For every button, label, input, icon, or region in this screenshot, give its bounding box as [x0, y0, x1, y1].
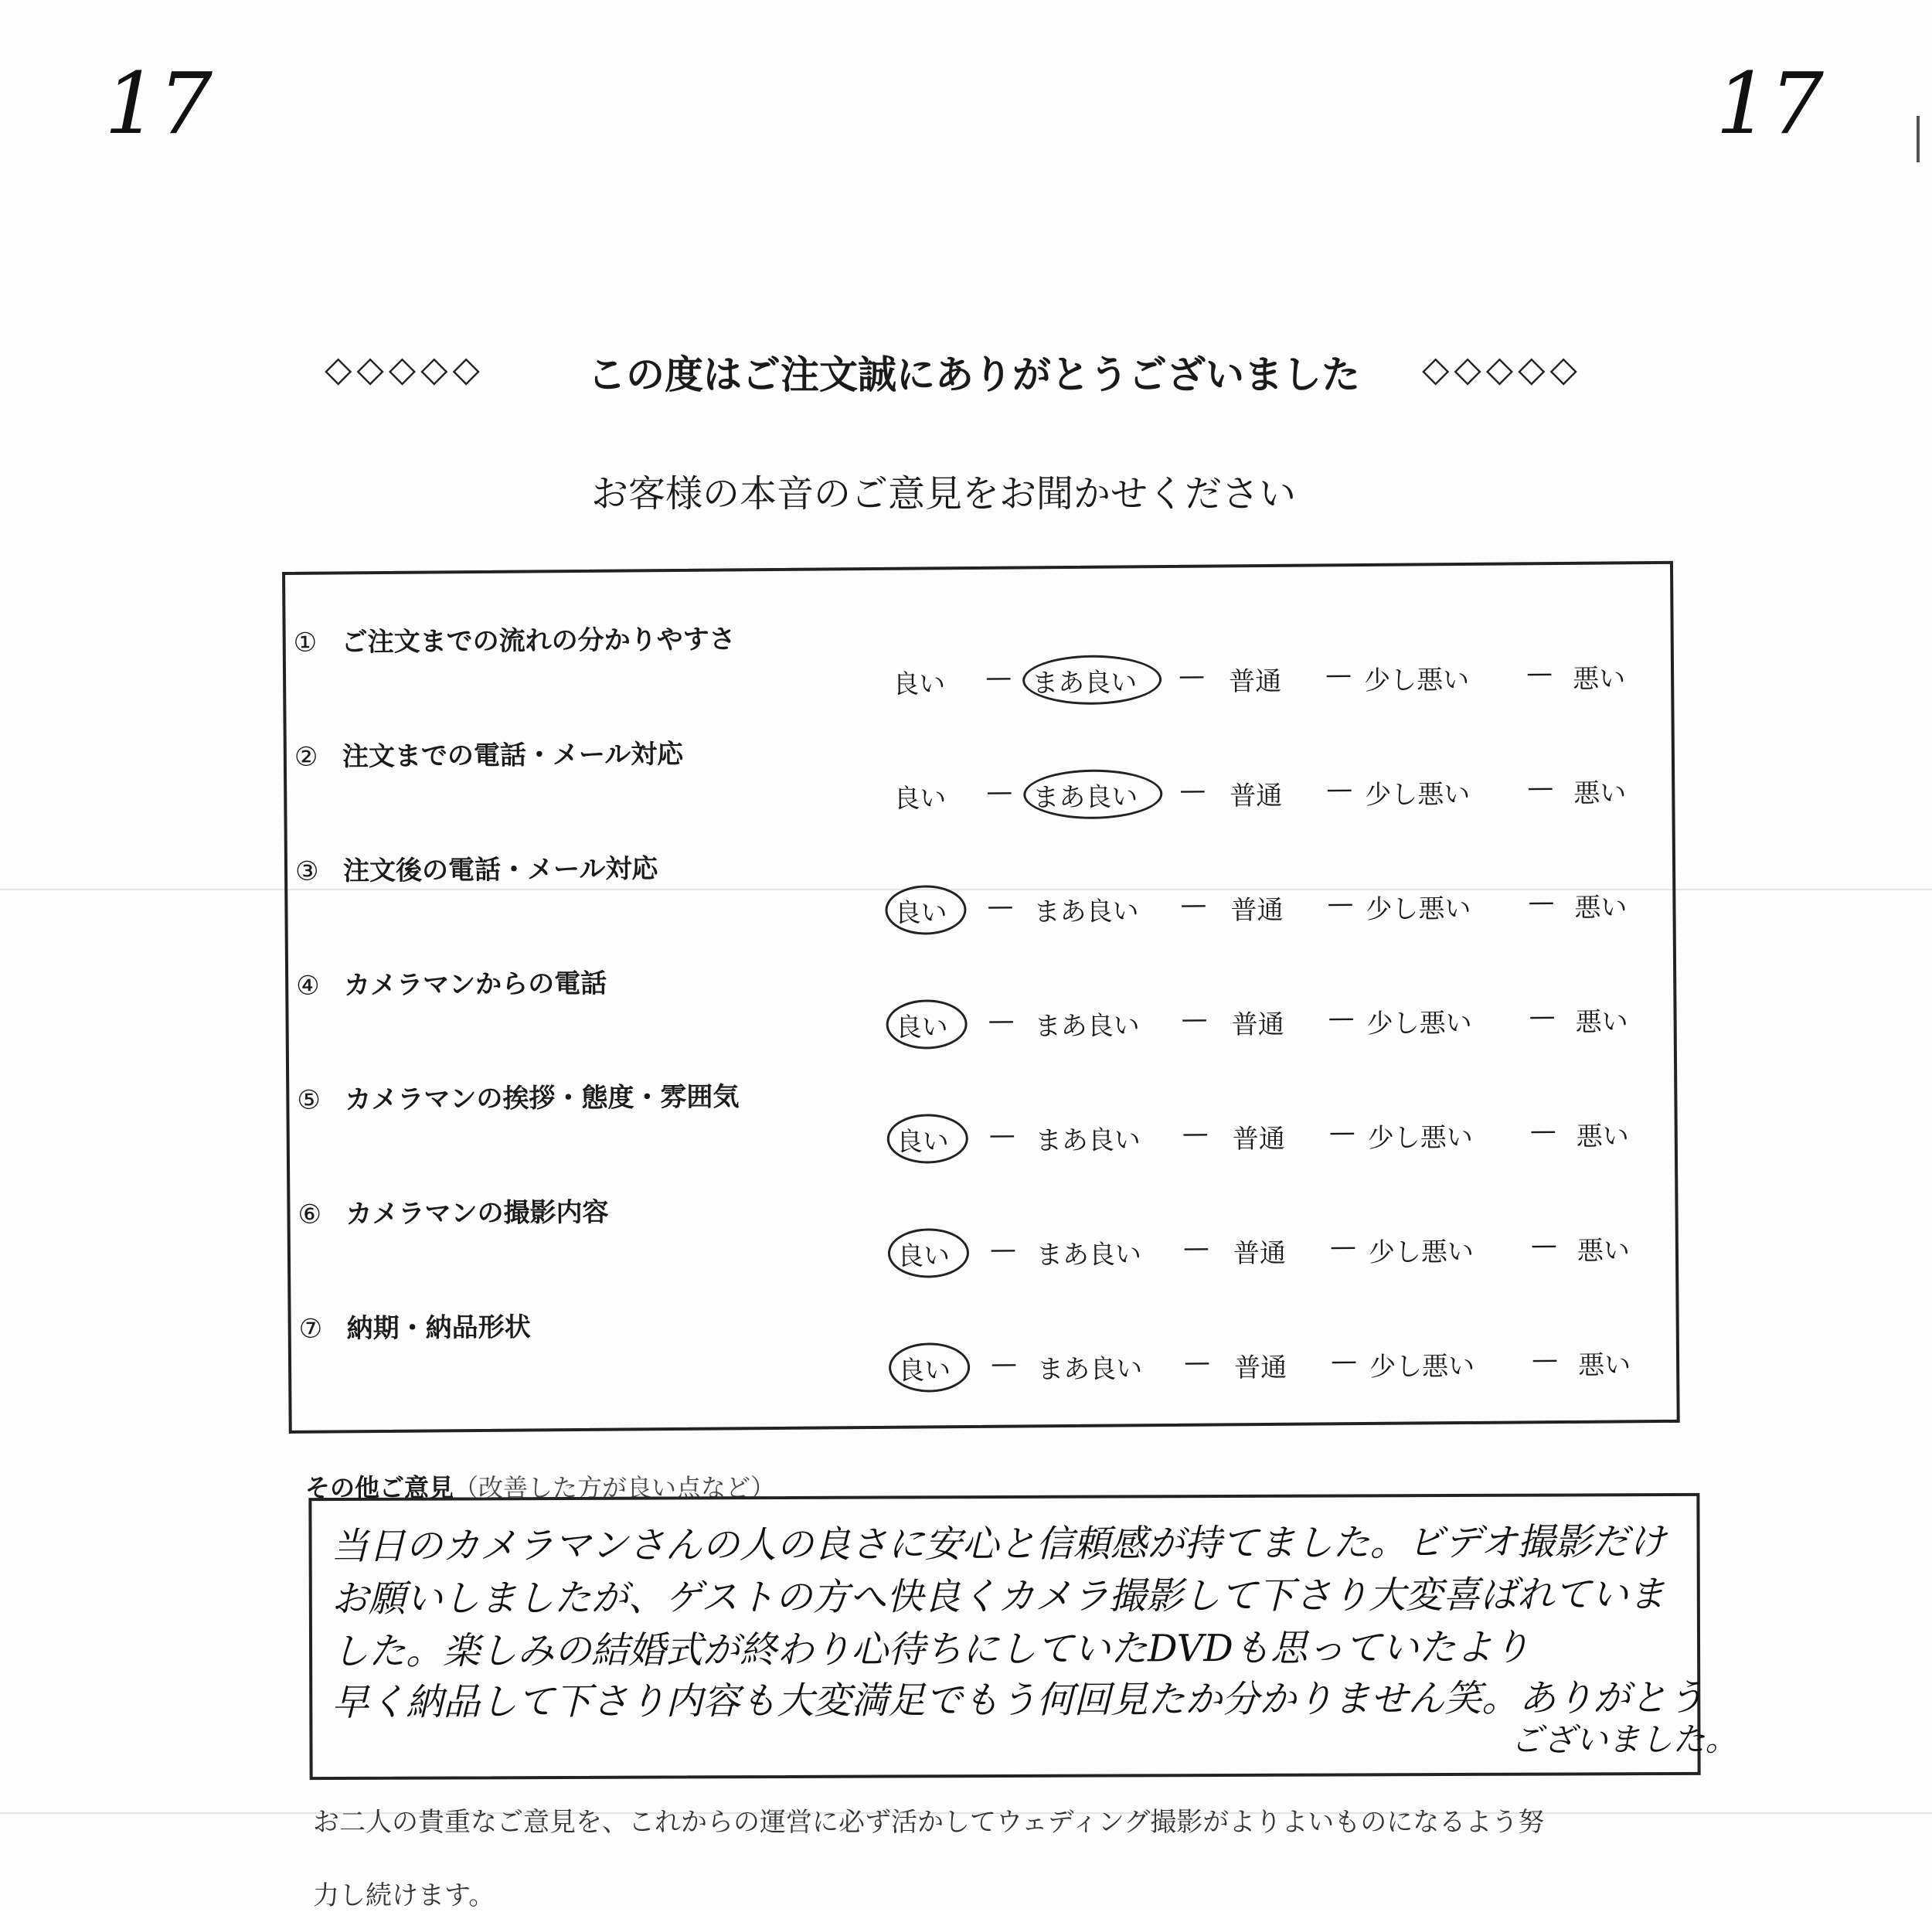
question-number: ⑥: [298, 1199, 322, 1230]
rating-option[interactable]: 良い: [894, 897, 947, 929]
comment-line: 当日のカメラマンさんの人の良さに安心と信頼感が持てました。ビデオ撮影だけ: [331, 1520, 1666, 1569]
question-number: ③: [294, 856, 319, 887]
other-comments-title: その他ご意見: [305, 1473, 454, 1502]
corner-number-right: 17: [1716, 54, 1824, 153]
question-text: カメラマンの撮影内容: [345, 1196, 609, 1230]
rating-option[interactable]: 少し悪い: [1365, 778, 1471, 811]
question-number: ①: [293, 627, 318, 658]
scale-separator: —: [1526, 658, 1553, 689]
rating-option[interactable]: 普通: [1233, 1237, 1287, 1270]
rating-option[interactable]: 良い: [895, 1012, 948, 1043]
rating-option[interactable]: 悪い: [1572, 663, 1626, 695]
rating-option[interactable]: 少し悪い: [1368, 1236, 1475, 1268]
page-subtitle: お客様の本音のご意見をお聞かせください: [591, 472, 1297, 515]
scale-separator: —: [1325, 659, 1352, 691]
rating-option[interactable]: 良い: [896, 1240, 951, 1272]
scale-separator: —: [1531, 1344, 1559, 1376]
rating-option[interactable]: 普通: [1233, 1352, 1287, 1384]
question-text: 納期・納品形状: [346, 1312, 531, 1345]
scale-separator: —: [1181, 1003, 1208, 1035]
rating-option[interactable]: 悪い: [1576, 1121, 1629, 1152]
footer-message-line1: お二人の貴重なご意見を、これからの運営に必ず活かしてウェディング撮影がよりよいものになるよう努: [313, 1807, 1545, 1838]
rating-option[interactable]: 少し悪い: [1367, 1121, 1473, 1154]
scale-separator: —: [1530, 1230, 1558, 1261]
scale-separator: —: [988, 1005, 1015, 1036]
rating-option[interactable]: まあ良い: [1036, 1353, 1143, 1386]
scale-separator: —: [1327, 888, 1354, 920]
other-comments-hint: （改善した方が良い点など）: [454, 1473, 776, 1502]
rating-option[interactable]: 悪い: [1573, 777, 1627, 809]
rating-option[interactable]: まあ良い: [1033, 896, 1139, 928]
question-label: [298, 1306, 530, 1346]
diamond-decoration-left: ◇◇◇◇◇: [325, 348, 485, 390]
scale-separator: —: [1328, 1002, 1355, 1034]
comment-line: 早く納品して下さり内容も大変満足でもう何回見たか分かりません笑。ありがとう: [332, 1676, 1705, 1725]
rating-option[interactable]: 良い: [893, 669, 946, 700]
rating-option[interactable]: 少し悪い: [1366, 893, 1471, 925]
scale-separator: —: [1529, 1115, 1556, 1147]
rating-option[interactable]: 少し悪い: [1366, 1007, 1472, 1039]
rating-option[interactable]: 少し悪い: [1369, 1350, 1475, 1383]
rating-option[interactable]: 悪い: [1577, 1235, 1631, 1267]
question-text: カメラマンの挨拶・態度・雰囲気: [345, 1081, 740, 1116]
scan-edge-mark: [1917, 116, 1920, 162]
scale-separator: —: [1329, 1231, 1357, 1263]
scale-separator: —: [1178, 660, 1206, 692]
scale-separator: —: [1182, 1232, 1210, 1264]
rating-option[interactable]: 良い: [896, 1126, 949, 1158]
question-number: ⑦: [298, 1313, 323, 1345]
scale-separator: —: [1528, 886, 1555, 918]
scale-separator: —: [1527, 772, 1554, 804]
comment-line: お願いしましたが、ゲストの方へ快良くカメラ撮影して下さり大変喜ばれていま: [331, 1573, 1666, 1621]
question-text: ご注文までの流れの分かりやすさ: [341, 624, 736, 658]
scale-separator: —: [1180, 889, 1207, 920]
rating-option[interactable]: まあ良い: [1032, 781, 1138, 814]
scale-separator: —: [1326, 774, 1353, 805]
question-label: [297, 1075, 739, 1116]
question-text: 注文後の電話・メール対応: [342, 853, 658, 887]
rating-option[interactable]: 良い: [893, 783, 947, 815]
comment-line: ございました。: [1510, 1720, 1738, 1759]
scale-separator: —: [990, 1348, 1018, 1380]
rating-option[interactable]: 普通: [1228, 665, 1282, 698]
corner-number-left: 17: [104, 54, 213, 153]
question-number: ④: [296, 970, 320, 1002]
question-label: [294, 733, 684, 774]
scale-separator: —: [1179, 774, 1206, 806]
diamond-decoration-right: ◇◇◇◇◇: [1422, 348, 1582, 390]
rating-option[interactable]: まあ良い: [1036, 1239, 1142, 1271]
rating-option[interactable]: 普通: [1231, 1009, 1284, 1041]
question-number: ⑤: [297, 1084, 321, 1116]
question-text: 注文までの電話・メール対応: [342, 738, 684, 773]
scale-separator: —: [985, 662, 1012, 693]
question-label: [298, 1191, 608, 1231]
question-label: [295, 847, 658, 888]
comment-line: した。楽しみの結婚式が終わり心待ちにしていたDVDも思っていたより: [331, 1625, 1530, 1674]
scale-separator: —: [988, 1119, 1015, 1151]
question-text: カメラマンからの電話: [344, 968, 607, 1002]
rating-option[interactable]: 悪い: [1575, 1006, 1628, 1038]
question-label: [294, 617, 736, 658]
question-number: ②: [294, 741, 318, 773]
rating-option[interactable]: まあ良い: [1035, 1124, 1141, 1157]
rating-option[interactable]: 普通: [1232, 1123, 1285, 1155]
rating-option[interactable]: まあ良い: [1032, 667, 1138, 699]
footer-message-line2: 力し続けます。: [313, 1880, 495, 1911]
rating-option[interactable]: 悪い: [1577, 1349, 1631, 1381]
survey-questions-box: [282, 561, 1680, 1434]
rating-option[interactable]: 悪い: [1574, 892, 1628, 924]
rating-option[interactable]: 普通: [1230, 780, 1283, 812]
scale-separator: —: [989, 1233, 1017, 1265]
rating-option[interactable]: 少し悪い: [1363, 664, 1470, 697]
scale-separator: —: [987, 890, 1014, 922]
rating-option[interactable]: 普通: [1230, 894, 1284, 927]
scale-separator: —: [1183, 1346, 1211, 1378]
scale-separator: —: [986, 776, 1013, 808]
question-label: [296, 962, 607, 1002]
page-title: この度はご注文誠にありがとうございました: [587, 352, 1360, 397]
scale-separator: —: [1182, 1118, 1209, 1149]
comment-box: [308, 1493, 1738, 1780]
scale-separator: —: [1328, 1117, 1355, 1148]
rating-option[interactable]: 良い: [897, 1355, 951, 1386]
scale-separator: —: [1529, 1001, 1556, 1033]
rating-option[interactable]: まあ良い: [1034, 1010, 1140, 1043]
scale-separator: —: [1330, 1346, 1358, 1377]
